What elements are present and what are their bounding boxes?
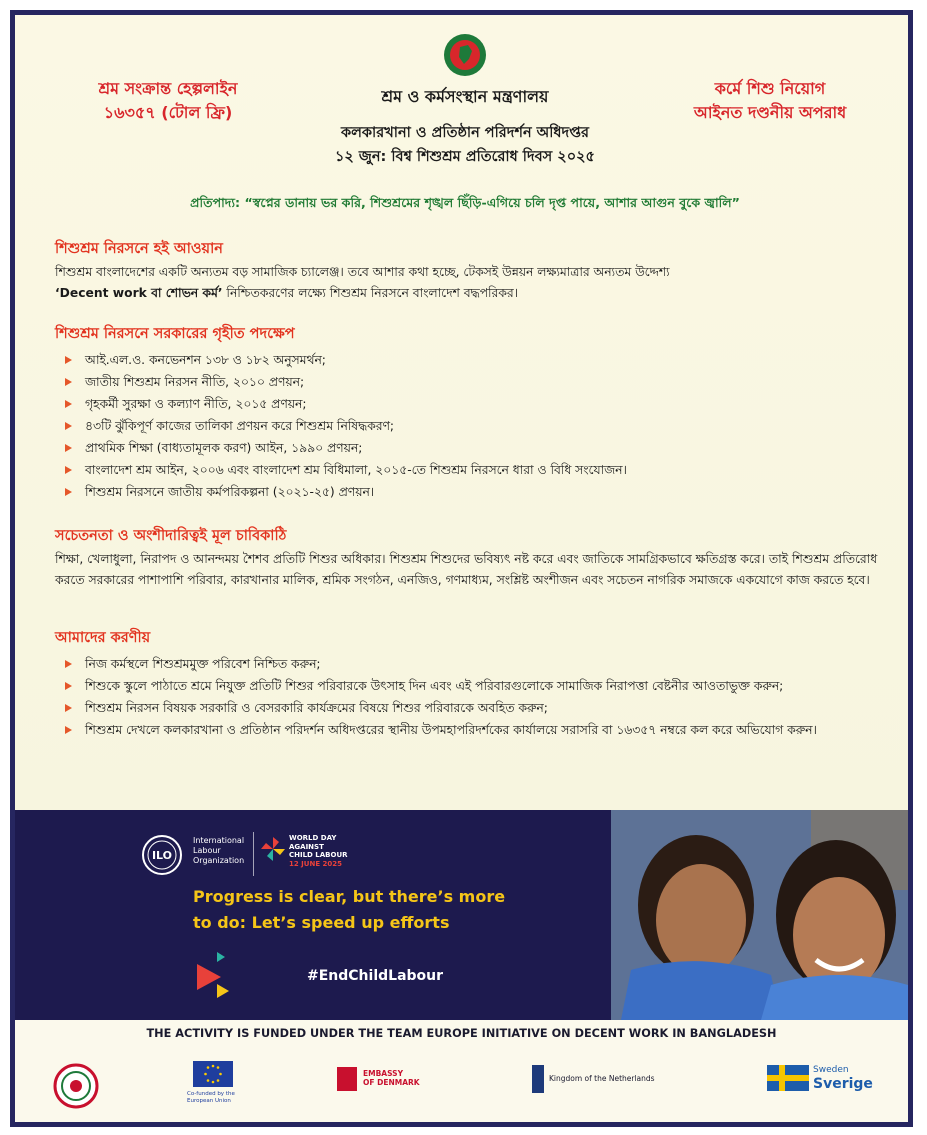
list-item: শিশুকে স্কুলে পাঠাতে শ্রমে নিযুক্ত প্রতিটি শিশুর পরিবারকে উৎসাহ দিন এবং এই পরিবারগুলোকে সামাজিক নিরাপত্তা বেষ্টনীর আওতাভুক্ত করুন;: [55, 675, 885, 697]
list-item: ৪৩টি ঝুঁকিপূর্ণ কাজের তালিকা প্রণয়ন করে শিশুশ্রম নিষিদ্ধকরণ;: [55, 415, 885, 437]
section-call-title: শিশুশ্রম নিরসনে হই আওয়ান: [55, 241, 223, 257]
section-actions-title: আমাদের করণীয়: [55, 630, 151, 646]
section-call-text: [55, 262, 885, 304]
warning-block: [655, 77, 885, 125]
department-title: কলকারখানা ও প্রতিষ্ঠান পরিদর্শন অধিদপ্তর: [340, 125, 590, 141]
denmark-crest-icon: [337, 1067, 357, 1091]
bullet-arrow-icon: [65, 704, 72, 712]
list-item: আই.এল.ও. কনভেনশন ১৩৮ ও ১৮২ অনুসমর্থন;: [55, 349, 885, 371]
svg-text:ILO: ILO: [151, 849, 173, 862]
section-steps: [55, 323, 885, 503]
netherlands-caption: Kingdom of the Netherlands: [549, 1074, 655, 1083]
section-call-text-b: নিশ্চিতকরণের লক্ষ্যে শিশুশ্রম নিরসনে বাংলাদেশ বদ্ধপরিকর।: [222, 286, 519, 300]
dife-seal-icon: [53, 1063, 99, 1109]
helpline-title: শ্রম সংক্রান্ত হেল্পলাইন: [98, 79, 238, 98]
poster-top: [15, 15, 908, 810]
poster-frame: [10, 10, 913, 1127]
world-day-text: WORLD DAY AGAINST CHILD LABOUR 12 JUNE 2025: [289, 834, 348, 868]
warning-line-2: আইনত দণ্ডনীয় অপরাধ: [693, 103, 847, 122]
header-center: [255, 85, 675, 169]
section-actions: [55, 627, 885, 741]
theme-line: প্রতিপাদ্য: “স্বপ্নের ডানায় ভর করি, শিশুশ্রমের শৃঙ্খল ছিঁড়ি-এগিয়ে চলি দৃপ্ত পায়ে, আশার আগুন বুকে জ্বালি”: [190, 195, 740, 210]
netherlands-crest-icon: [532, 1065, 544, 1093]
warning-line-1: কর্মে শিশু নিয়োগ: [714, 79, 826, 98]
world-day-logo-icon: [260, 836, 286, 862]
logo-divider: [253, 832, 254, 876]
bullet-arrow-icon: [65, 400, 72, 408]
banner-slogan: Progress is clear, but there’s more to do: Let’s speed up efforts: [193, 887, 506, 932]
list-item: শিশুশ্রম নিরসন বিষয়ক সরকারি ও বেসরকারি কার্যক্রমের বিষয়ে শিশুর পরিবারকে অবহিত করুন;: [55, 697, 885, 719]
section-awareness-text: শিক্ষা, খেলাধুলা, নিরাপদ ও আনন্দময় শৈশব প্রতিটি শিশুর অধিকার। শিশুশ্রম শিশুদের ভবিষ্যৎ নষ্ট করে এবং জাতিকে সামগ্রিকভাবে ক্ষতিগ্রস্ত করে। তাই শিশুশ্রম প্রতিরোধ করতে সরকারের পাশাপাশি পরিবার, কারখানার মালিক, শ্রমিক সংগঠন, এনজিও, গণমাধ্যম, সংশ্লিষ্ট অংশীজন এবং সচেতন নাগরিক সমাজকে একযোগে কাজ করতে হবে।: [55, 552, 878, 587]
hashtag: #EndChildLabour: [307, 968, 444, 984]
list-item: বাংলাদেশ শ্রম আইন, ২০০৬ এবং বাংলাদেশ শ্রম বিধিমালা, ২০১৫-তে শিশুশ্রম নিরসনে ধারা ও বিধি সংযোজন।: [55, 459, 885, 481]
sweden-flag-icon: [767, 1065, 809, 1091]
list-item: প্রাথমিক শিক্ষা (বাধ্যতামূলক করণ) আইন, ১৯৯০ প্রণয়ন;: [55, 437, 885, 459]
section-awareness: [55, 525, 885, 591]
denmark-caption: EMBASSY OF DENMARK: [363, 1069, 420, 1087]
bullet-arrow-icon: [65, 660, 72, 668]
bullet-arrow-icon: [65, 378, 72, 386]
list-item: গৃহকর্মী সুরক্ষা ও কল্যাণ নীতি, ২০১৫ প্রণয়ন;: [55, 393, 885, 415]
funding-statement: THE ACTIVITY IS FUNDED UNDER THE TEAM EUROPE INITIATIVE ON DECENT WORK IN BANGLADESH: [146, 1027, 777, 1040]
list-item: শিশুশ্রম দেখলে কলকারখানা ও প্রতিষ্ঠান পরিদর্শন অধিদপ্তরের স্থানীয় উপমহাপরিদর্শকের কার্যালয়ে সরাসরি বা ১৬৩৫৭ নম্বরে কল করে অভিযোগ করুন।: [55, 719, 885, 741]
section-steps-title: শিশুশ্রম নিরসনে সরকারের গৃহীত পদক্ষেপ: [55, 326, 295, 342]
section-call: [55, 238, 885, 304]
bullet-arrow-icon: [65, 682, 72, 690]
children-photo: [611, 810, 908, 1020]
list-item: শিশুশ্রম নিরসনে জাতীয় কর্মপরিকল্পনা (২০২১-২৫) প্রণয়ন।: [55, 481, 885, 503]
ministry-title: শ্রম ও কর্মসংস্থান মন্ত্রণালয়: [381, 87, 549, 106]
bullet-arrow-icon: [65, 466, 72, 474]
partner-logos: [15, 1055, 908, 1125]
actions-list: [55, 653, 885, 741]
bullet-arrow-icon: [65, 422, 72, 430]
ilo-banner: [15, 810, 908, 1020]
list-item: নিজ কর্মস্থলে শিশুশ্রমমুক্ত পরিবেশ নিশ্চিত করুন;: [55, 653, 885, 675]
sweden-caption: Sweden Sverige: [813, 1065, 873, 1092]
children-photo-illustration: [611, 810, 908, 1020]
government-emblem-icon: [443, 33, 487, 77]
ilo-name: International Labour Organization: [193, 836, 245, 865]
day-title: ১২ জুন: বিশ্ব শিশুশ্রম প্রতিরোধ দিবস ২০২৫: [335, 149, 595, 165]
bullet-arrow-icon: [65, 444, 72, 452]
section-call-text-bold: ‘Decent work বা শোভন কর্ম’: [55, 286, 223, 300]
play-arrows-icon: [195, 950, 235, 1000]
eu-flag-icon: [193, 1061, 233, 1087]
eu-caption: Co-funded by the European Union: [187, 1091, 235, 1104]
bullet-arrow-icon: [65, 356, 72, 364]
ilo-logo-icon: [141, 834, 183, 876]
helpline-block: [53, 77, 283, 125]
helpline-number: ১৬৩৫৭ (টোল ফ্রি): [103, 103, 233, 122]
list-item: জাতীয় শিশুশ্রম নিরসন নীতি, ২০১০ প্রণয়ন;: [55, 371, 885, 393]
section-awareness-title: সচেতনতা ও অংশীদারিত্বই মূল চাবিকাঠি: [55, 528, 287, 544]
steps-list: [55, 349, 885, 503]
bullet-arrow-icon: [65, 726, 72, 734]
section-call-text-a: শিশুশ্রম বাংলাদেশের একটি অন্যতম বড় সামাজিক চ্যালেঞ্জ। তবে আশার কথা হচ্ছে, টেকসই উন্নয়ন লক্ষ্যমাত্রার অন্যতম উদ্দেশ্য: [55, 265, 670, 279]
bullet-arrow-icon: [65, 488, 72, 496]
